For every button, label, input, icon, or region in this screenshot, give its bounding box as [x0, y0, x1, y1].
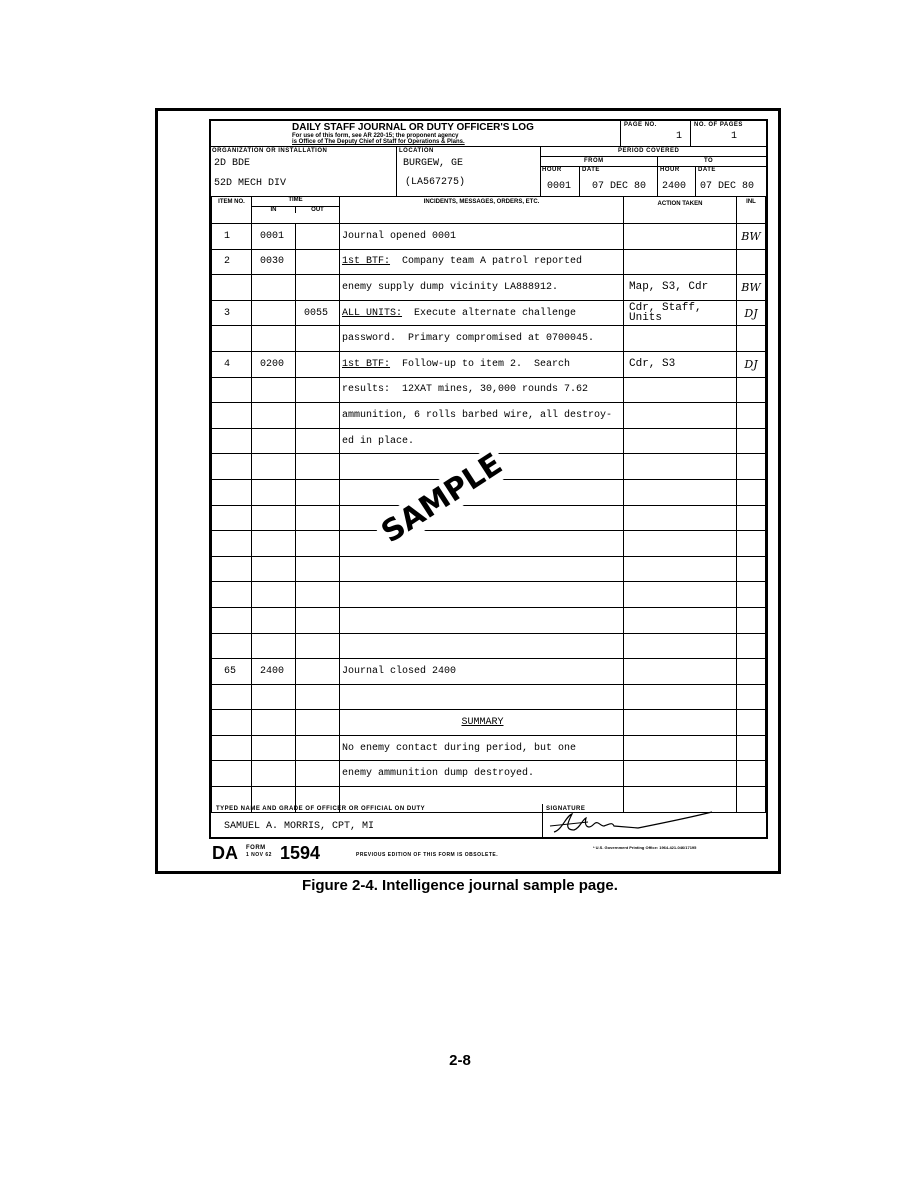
form-label-2: 1 NOV 62: [246, 852, 272, 858]
incident-text: password. Primary compromised at 0700045.: [342, 333, 595, 345]
cell-item: [212, 326, 252, 352]
incident-text: Follow-up to item 2. Search: [390, 358, 571, 370]
cell-initials: [737, 582, 766, 608]
cell-incident: [340, 761, 624, 787]
from-hour-label: HOUR: [542, 167, 562, 173]
cell-initials: [737, 249, 766, 275]
incident-text: Journal opened 0001: [342, 230, 457, 242]
org-line-1: 2D BDE: [214, 158, 251, 169]
table-row: [212, 582, 766, 608]
incident-text: ammunition, 6 rolls barbed wire, all destroy-: [342, 409, 613, 421]
cell-time-out: [296, 556, 340, 582]
cell-initials: [737, 710, 766, 736]
cell-initials: [737, 735, 766, 761]
incident-text: ed in place.: [342, 435, 415, 447]
location-label: LOCATION: [399, 148, 434, 154]
cell-item: [212, 403, 252, 429]
cell-time-out: [296, 224, 340, 250]
cell-item: 3: [212, 300, 252, 326]
table-row: [212, 710, 766, 736]
cell-action: [624, 454, 737, 480]
cell-time-out: [296, 479, 340, 505]
table-row: [212, 377, 766, 403]
cell-item: [212, 556, 252, 582]
cell-initials: [737, 479, 766, 505]
table-row: [212, 633, 766, 659]
cell-time-in: [252, 454, 296, 480]
cell-initials: [737, 761, 766, 787]
cell-action: Cdr, S3: [624, 351, 737, 377]
cell-action: [624, 607, 737, 633]
gpo-note: * U.S. Government Printing Office: 1964-421-046/17195: [593, 845, 697, 850]
signature-label: SIGNATURE: [546, 806, 586, 812]
cell-time-in: 0030: [252, 249, 296, 275]
cell-item: [212, 735, 252, 761]
cell-time-out: [296, 351, 340, 377]
cell-item: [212, 275, 252, 301]
col-in-header: IN: [252, 207, 296, 213]
table-row: [212, 351, 766, 377]
incident-text: enemy supply dump vicinity LA888912.: [342, 281, 559, 293]
cell-item: [212, 761, 252, 787]
cell-initials: BW: [737, 224, 766, 250]
cell-action: [624, 710, 737, 736]
incident-text: Execute alternate challenge: [402, 307, 577, 319]
cell-time-out: [296, 607, 340, 633]
form-subtitle-1: For use of this form, see AR 220-15; the proponent agency: [292, 133, 459, 139]
incident-text: results: 12XAT mines, 30,000 rounds 7.62: [342, 384, 589, 396]
cell-time-in: [252, 531, 296, 557]
col-time-header: [252, 197, 340, 224]
cell-action: [624, 224, 737, 250]
table-row: [212, 300, 766, 326]
cell-time-in: 0001: [252, 224, 296, 250]
cell-time-in: [252, 403, 296, 429]
to-date: 07 DEC 80: [700, 181, 755, 192]
cell-time-in: [252, 479, 296, 505]
cell-initials: [737, 505, 766, 531]
cell-time-in: 0200: [252, 351, 296, 377]
org-label: ORGANIZATION OR INSTALLATION: [212, 148, 328, 154]
cell-action: [624, 531, 737, 557]
cell-incident: [340, 684, 624, 710]
incident-text: Journal closed 2400: [342, 665, 457, 677]
org-line-2: 52D MECH DIV: [214, 178, 287, 189]
to-date-label: DATE: [698, 167, 716, 173]
incident-lead: 1st BTF:: [342, 358, 391, 370]
table-row: [212, 224, 766, 250]
table-row: [212, 403, 766, 429]
cell-initials: [737, 633, 766, 659]
cell-item: 2: [212, 249, 252, 275]
cell-time-out: [296, 275, 340, 301]
cell-item: 65: [212, 659, 252, 685]
cell-action: [624, 479, 737, 505]
cell-incident: [340, 275, 624, 301]
cell-incident: [340, 403, 624, 429]
cell-time-in: [252, 326, 296, 352]
incident-lead: 1st BTF:: [342, 256, 391, 268]
period-label: PERIOD COVERED: [618, 148, 680, 154]
cell-time-in: [252, 684, 296, 710]
cell-action: [624, 249, 737, 275]
cell-incident: [340, 351, 624, 377]
table-row: [212, 275, 766, 301]
cell-initials: BW: [737, 275, 766, 301]
cell-time-in: [252, 275, 296, 301]
table-row: [212, 761, 766, 787]
cell-time-out: [296, 326, 340, 352]
no-of-pages-value: 1: [731, 131, 738, 142]
col-initials-header: INL: [737, 197, 766, 224]
table-header-row: [212, 197, 766, 224]
cell-action: Cdr, Staff, Units: [624, 300, 737, 326]
table-row: [212, 249, 766, 275]
cell-item: [212, 633, 252, 659]
col-out-header: OUT: [311, 207, 324, 213]
table-row: [212, 505, 766, 531]
cell-initials: [737, 326, 766, 352]
table-row: [212, 684, 766, 710]
col-item-header: ITEM NO.: [212, 197, 252, 224]
cell-time-out: 0055: [296, 300, 340, 326]
incident-lead: ALL UNITS:: [342, 307, 403, 319]
col-incidents-header: INCIDENTS, MESSAGES, ORDERS, ETC.: [340, 197, 624, 224]
da-mark: DA: [212, 843, 238, 863]
cell-incident: [340, 428, 624, 454]
cell-initials: DJ: [737, 300, 766, 326]
cell-action: [624, 326, 737, 352]
cell-time-out: [296, 582, 340, 608]
cell-incident: [340, 710, 624, 736]
from-date-label: DATE: [582, 167, 600, 173]
cell-incident: [340, 224, 624, 250]
table-row: [212, 659, 766, 685]
cell-initials: [737, 607, 766, 633]
cell-time-in: 2400: [252, 659, 296, 685]
table-row: [212, 556, 766, 582]
incident-text: No enemy contact during period, but one: [342, 742, 577, 754]
cell-initials: [737, 428, 766, 454]
cell-action: [624, 735, 737, 761]
page-no-label: PAGE NO.: [624, 122, 657, 128]
cell-initials: [737, 787, 766, 813]
cell-action: [624, 377, 737, 403]
location-line-2: (LA567275): [405, 177, 466, 188]
cell-time-in: [252, 300, 296, 326]
cell-action: [624, 684, 737, 710]
cell-action: [624, 505, 737, 531]
cell-time-in: [252, 582, 296, 608]
to-hour-label: HOUR: [660, 167, 680, 173]
cell-time-in: [252, 607, 296, 633]
journal-table: [211, 196, 766, 813]
cell-item: [212, 454, 252, 480]
cell-incident: [340, 249, 624, 275]
cell-initials: [737, 403, 766, 429]
cell-time-out: [296, 531, 340, 557]
page-no-value: 1: [676, 131, 683, 142]
cell-incident: [340, 582, 624, 608]
cell-time-out: [296, 454, 340, 480]
cell-time-in: [252, 428, 296, 454]
cell-time-in: [252, 633, 296, 659]
cell-initials: [737, 531, 766, 557]
cell-initials: [737, 377, 766, 403]
cell-initials: [737, 454, 766, 480]
cell-incident: [340, 326, 624, 352]
to-label: TO: [704, 158, 714, 164]
cell-time-out: [296, 761, 340, 787]
form-label-1: FORM: [246, 845, 266, 851]
cell-action: [624, 633, 737, 659]
name-label: TYPED NAME AND GRADE OF OFFICER OR OFFICIAL ON DUTY: [216, 806, 426, 812]
no-of-pages-label: NO. OF PAGES: [694, 122, 743, 128]
cell-time-out: [296, 684, 340, 710]
cell-initials: [737, 684, 766, 710]
cell-initials: [737, 556, 766, 582]
col-time-label: TIME: [252, 197, 339, 207]
cell-item: [212, 582, 252, 608]
previous-edition-note: PREVIOUS EDITION OF THIS FORM IS OBSOLETE.: [356, 852, 499, 858]
cell-item: [212, 684, 252, 710]
cell-time-out: [296, 659, 340, 685]
cell-action: [624, 761, 737, 787]
cell-item: 1: [212, 224, 252, 250]
cell-item: [212, 428, 252, 454]
table-row: [212, 607, 766, 633]
from-date: 07 DEC 80: [592, 181, 647, 192]
cell-time-in: [252, 735, 296, 761]
table-row: [212, 326, 766, 352]
col-action-header: ACTION TAKEN: [624, 197, 737, 224]
summary-heading: SUMMARY: [461, 717, 504, 729]
cell-time-out: [296, 403, 340, 429]
cell-action: [624, 403, 737, 429]
cell-initials: [737, 659, 766, 685]
incident-text: Company team A patrol reported: [390, 256, 583, 268]
cell-incident: [340, 556, 624, 582]
form-title: DAILY STAFF JOURNAL OR DUTY OFFICER'S LOG: [292, 122, 534, 133]
cell-item: [212, 505, 252, 531]
to-hour: 2400: [662, 181, 687, 192]
sample-watermark: SAMPLE: [372, 444, 512, 552]
officer-name: SAMUEL A. MORRIS, CPT, MI: [224, 821, 375, 832]
cell-incident: [340, 659, 624, 685]
cell-incident: [340, 607, 624, 633]
table-row: [212, 735, 766, 761]
cell-time-in: [252, 556, 296, 582]
cell-time-out: [296, 633, 340, 659]
from-hour: 0001: [547, 181, 572, 192]
cell-item: [212, 710, 252, 736]
cell-time-in: [252, 377, 296, 403]
cell-action: [624, 556, 737, 582]
cell-item: [212, 377, 252, 403]
cell-incident: [340, 300, 624, 326]
cell-time-out: [296, 735, 340, 761]
cell-incident: [340, 633, 624, 659]
figure-caption: Figure 2-4. Intelligence journal sample page.: [302, 877, 618, 894]
page-number: 2-8: [449, 1052, 471, 1069]
cell-time-in: [252, 505, 296, 531]
cell-time-out: [296, 249, 340, 275]
signature-scrawl: [548, 808, 718, 838]
table-row: [212, 531, 766, 557]
form-number: 1594: [280, 843, 321, 863]
cell-item: 4: [212, 351, 252, 377]
cell-item: [212, 479, 252, 505]
cell-item: [212, 531, 252, 557]
cell-action: [624, 582, 737, 608]
cell-item: [212, 607, 252, 633]
cell-incident: [340, 377, 624, 403]
form-subtitle-2: is Office of The Deputy Chief of Staff for Operations & Plans.: [292, 139, 465, 145]
cell-time-in: [252, 710, 296, 736]
cell-initials: DJ: [737, 351, 766, 377]
from-label: FROM: [584, 158, 604, 164]
cell-action: [624, 428, 737, 454]
cell-time-out: [296, 428, 340, 454]
cell-time-out: [296, 710, 340, 736]
cell-action: [624, 659, 737, 685]
cell-incident: [340, 735, 624, 761]
cell-time-out: [296, 377, 340, 403]
cell-action: Map, S3, Cdr: [624, 275, 737, 301]
incident-text: enemy ammunition dump destroyed.: [342, 768, 535, 780]
cell-time-out: [296, 505, 340, 531]
location-line-1: BURGEW, GE: [403, 158, 464, 169]
cell-time-in: [252, 761, 296, 787]
